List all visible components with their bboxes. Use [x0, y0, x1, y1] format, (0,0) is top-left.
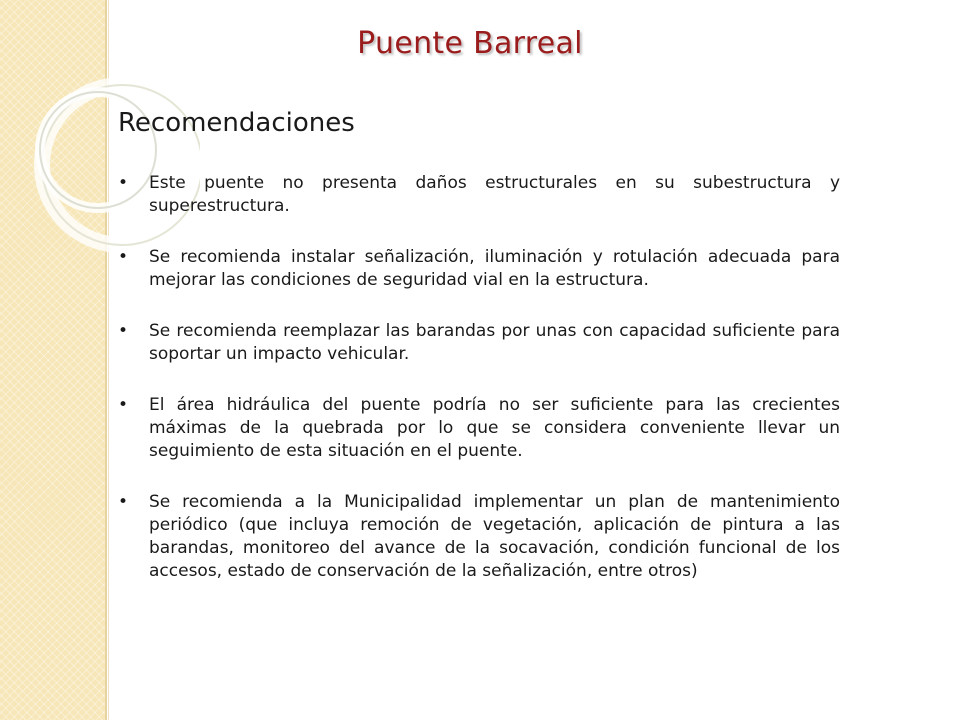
slide-title: Puente Barreal — [357, 26, 583, 61]
bullet-item — [118, 172, 840, 218]
bullet-marker: • — [118, 247, 129, 267]
bullet-text: El área hidráulica del puente podría no ser suficiente para las crecientes máximas de la quebrada por lo que se considera conveniente llevar un seguimiento de esta situación en el puente. — [149, 395, 840, 461]
bullet-item — [118, 320, 840, 366]
bullet-text: Se recomienda a la Municipalidad implementar un plan de mantenimiento periódico (que incluya remoción de vegetación, aplicación de pintura a las barandas, monitoreo del avance de la socavación, condición funcional de los accesos, estado de conservación de la señalización, entre otros) — [149, 492, 840, 581]
slide-subtitle: Recomendaciones — [118, 108, 355, 138]
bullet-item — [118, 394, 840, 463]
recommendations-list — [118, 172, 840, 611]
bullet-item — [118, 491, 840, 583]
bullet-text: Se recomienda instalar señalización, iluminación y rotulación adecuada para mejorar las condiciones de seguridad vial en la estructura. — [149, 247, 840, 290]
bullet-marker: • — [118, 173, 129, 193]
bullet-marker: • — [118, 321, 129, 341]
bullet-item — [118, 246, 840, 292]
bullet-marker: • — [118, 492, 129, 512]
bullet-text: Este puente no presenta daños estructurales en su subestructura y superestructura. — [149, 173, 840, 216]
bullet-marker: • — [118, 395, 129, 415]
bullet-text: Se recomienda reemplazar las barandas por unas con capacidad suficiente para soportar un impacto vehicular. — [149, 321, 840, 364]
